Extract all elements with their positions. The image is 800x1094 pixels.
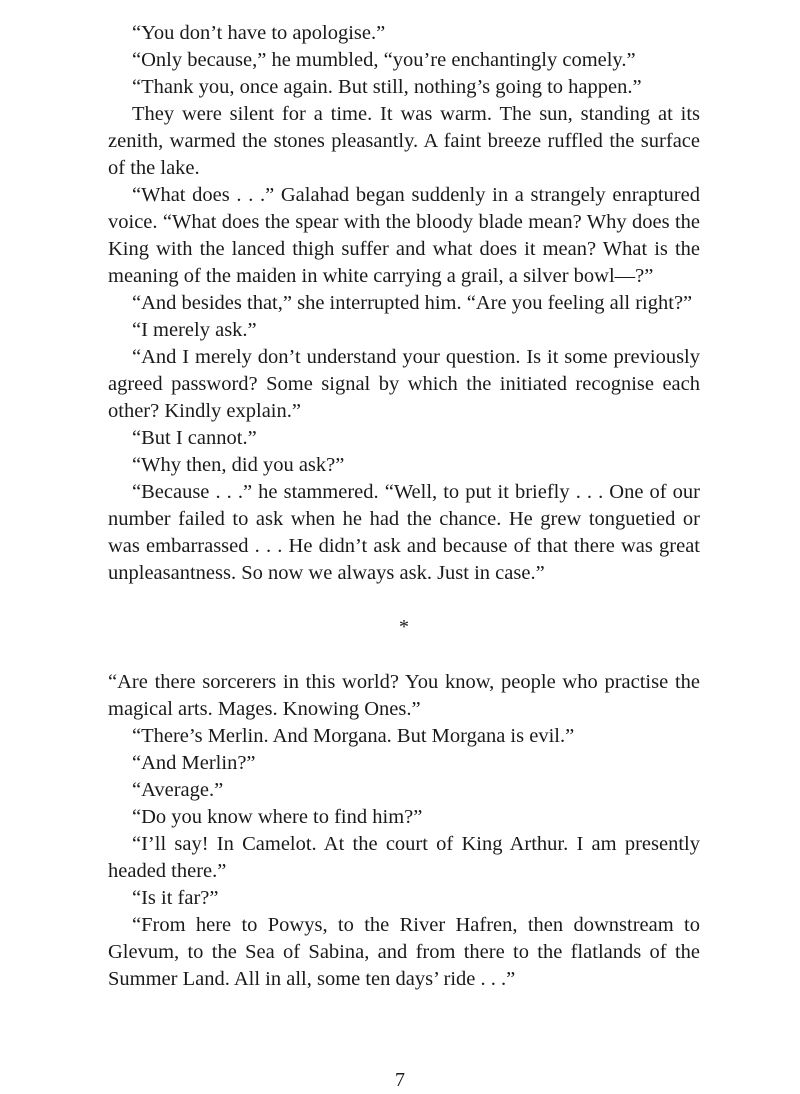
paragraph: “Is it far?” (132, 887, 219, 909)
paragraph: “You don’t have to apologise.” (132, 22, 386, 44)
paragraph: “I merely ask.” (132, 319, 257, 341)
paragraph: “And Merlin?” (132, 752, 256, 774)
paragraph: They were silent for a time. It was warm. The sun, standing at its zenith, warmed the stones pleasantly. A faint breeze ruffled the surface of the lake. (108, 103, 700, 179)
paragraph: “Thank you, once again. But still, nothing’s going to happen.” (132, 76, 642, 98)
paragraph: “Average.” (132, 779, 224, 801)
paragraph: “I’ll say! In Camelot. At the court of King Arthur. I am presently headed there.” (108, 833, 700, 882)
page-number: 7 (395, 1069, 405, 1091)
paragraph: “What does . . .” Galahad began suddenly in a strangely enraptured voice. “What does the spear with the bloody blade mean? Why does the King with the lanced thigh suffer and what does it mean? What is the meaning of the maiden in white carrying a grail, a silver bowl—?” (108, 184, 700, 287)
paragraph-first: “Are there sorcerers in this world? You know, people who practise the magical arts. Mages. Knowing Ones.” (108, 671, 700, 720)
paragraph: “Because . . .” he stammered. “Well, to put it briefly . . . One of our number failed to ask when he had the chance. He grew tonguetied or was embarrassed . . . He didn’t ask and because of that there was great unpleasantness. So now we always ask. Just in case.” (108, 481, 700, 584)
book-page (108, 20, 700, 993)
paragraph: “Why then, did you ask?” (132, 454, 345, 476)
paragraph: “And besides that,” she interrupted him. “Are you feeling all right?” (132, 292, 693, 314)
paragraph: “But I cannot.” (132, 427, 257, 449)
paragraph: “And I merely don’t understand your question. Is it some previously agreed password? Some signal by which the initiated recognise each other? Kindly explain.” (108, 346, 700, 422)
paragraph: “There’s Merlin. And Morgana. But Morgana is evil.” (132, 725, 575, 747)
section-break-asterisk: * (399, 616, 409, 638)
paragraph: “Only because,” he mumbled, “you’re enchantingly comely.” (132, 49, 636, 71)
paragraph: “From here to Powys, to the River Hafren, then downstream to Glevum, to the Sea of Sabina, and from there to the flatlands of the Summer Land. All in all, some ten days’ ride . . .” (108, 914, 700, 990)
paragraph: “Do you know where to find him?” (132, 806, 423, 828)
section-2 (108, 669, 700, 993)
section-1 (108, 20, 700, 587)
